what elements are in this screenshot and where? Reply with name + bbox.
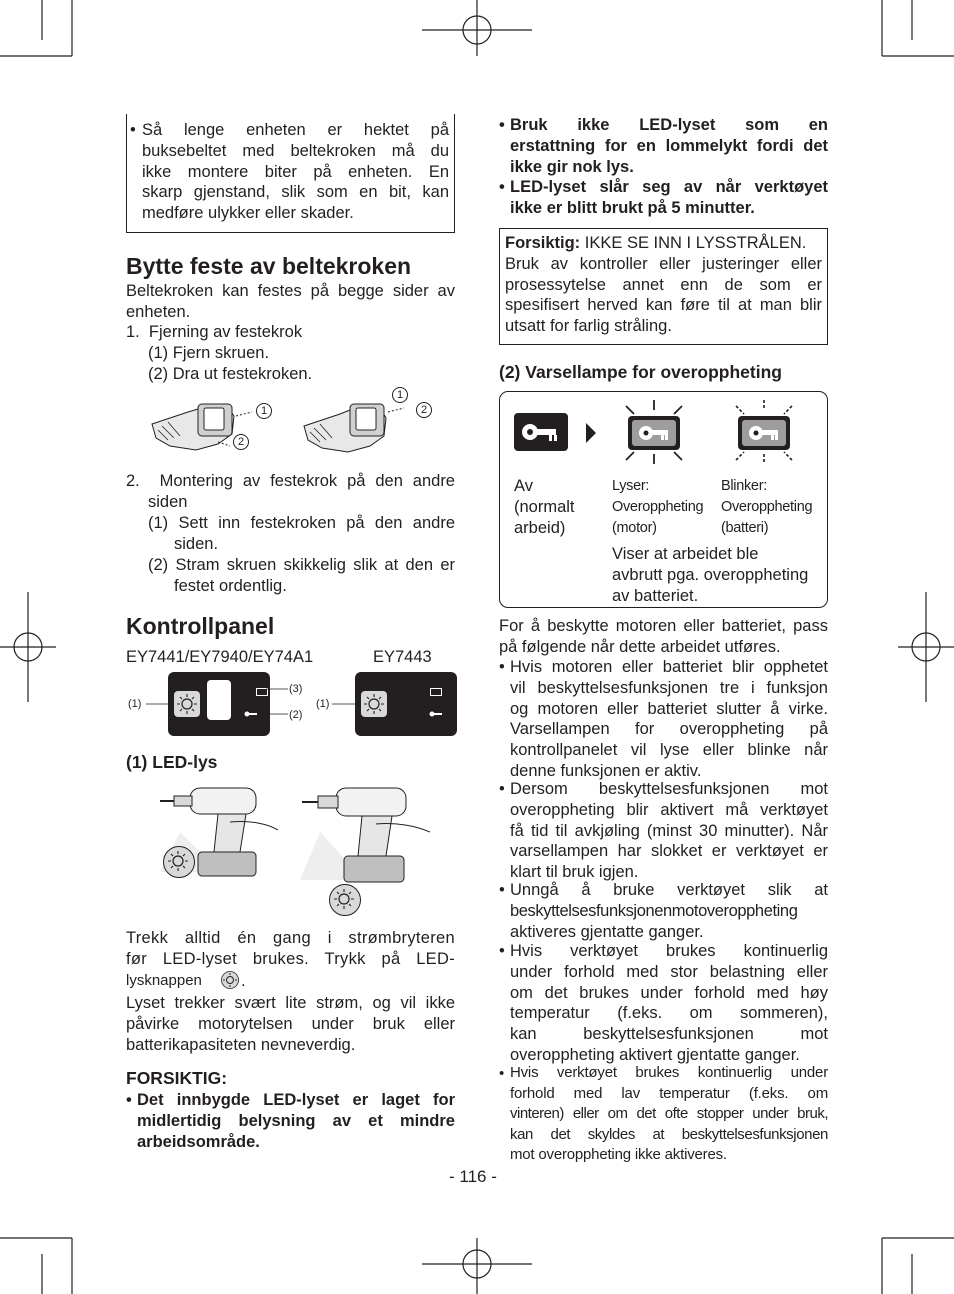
text-line: overoppheting aktivert gjentatte ganger.	[510, 1045, 800, 1064]
text-line: om det brukes under forhold med høy	[510, 983, 828, 1002]
led-bullet-1	[510, 115, 828, 177]
state-lit-label	[612, 476, 703, 539]
text-line: skarp gjenstand, slik som en bit, kan	[142, 183, 449, 202]
callout-2: (2)	[289, 709, 303, 721]
light-bulb-icon	[363, 693, 385, 715]
overheat-lamp-lit-icon	[616, 398, 692, 468]
text-line: varsellampen har slokket er verktøyet er	[510, 842, 828, 861]
page-number: - 116 -	[449, 1167, 497, 1186]
text-line: lysknappen	[126, 972, 202, 989]
text-line: medføre ulykker eller skader.	[142, 204, 354, 223]
led-paragraph-2	[126, 993, 455, 1055]
text-line: festet ordentlig.	[174, 576, 287, 595]
overheat-subtitle: (2) Varsellampe for overoppheting	[499, 362, 782, 382]
text-line: ikke er blitt brukt på 5 minutter.	[510, 198, 755, 217]
text-line: under forhold med stor belastning eller	[510, 962, 828, 981]
text-line: buksebeltet med beltekroken må du	[142, 141, 449, 160]
light-bulb-icon	[176, 693, 198, 715]
text-line: klart til bruk igjen.	[510, 863, 639, 882]
step-marker-1: 1	[256, 403, 272, 419]
text-line: prosessytelse annet enn de som er	[505, 275, 822, 294]
text-line: Viser at arbeidet ble	[612, 545, 759, 563]
model-label-a: EY7441/EY7940/EY74A1	[126, 648, 314, 666]
text-line: Beltekroken kan festes på begge sider av	[126, 282, 455, 300]
protect-bullet-2	[510, 779, 828, 883]
protect-bullet-5	[510, 1063, 828, 1166]
led-paragraph-1	[126, 928, 455, 970]
callout-3: (3)	[289, 683, 303, 695]
callout-lines-a	[146, 686, 176, 726]
step-1b: (2) Dra ut festekroken.	[148, 365, 313, 383]
section-title-panel: Kontrollpanel	[126, 613, 275, 639]
drill-led-figure-2	[300, 782, 430, 892]
text-line: Overoppheting	[721, 499, 813, 515]
battery-icon	[430, 688, 442, 696]
state-note	[612, 544, 808, 606]
protect-bullet-4	[510, 941, 828, 1066]
bullet: •	[499, 881, 505, 899]
arrow-right-icon	[584, 421, 598, 445]
text-line: IKKE SE INN I LYSSTRÅLEN.	[580, 234, 807, 252]
callout-line-b	[332, 686, 362, 726]
text-line: få tid til avkjøling (minst 30 minutter). Når	[510, 821, 828, 840]
step-marker-1: 1	[392, 387, 408, 403]
step-1a: (1) Fjern skruen.	[148, 344, 270, 362]
bullet: •	[499, 1065, 505, 1082]
text-line: mot overoppheting ikke aktiveres.	[510, 1146, 727, 1163]
text-line: (normalt	[514, 497, 575, 516]
text-line: beskyttelsesfunksjonenmotoveroppheting	[510, 901, 798, 920]
text-line: Unngå å bruke verktøyet slik at	[510, 881, 828, 899]
text-line: Varsellampen for overoppheting på	[510, 720, 828, 739]
text-line: temperatur (f.eks. om sommeren),	[510, 1004, 828, 1023]
caution-title: FORSIKTIG:	[126, 1068, 228, 1088]
text-line: arbeid)	[514, 518, 566, 537]
state-blink-label	[721, 476, 812, 539]
text-line: enheten.	[126, 302, 191, 321]
text-line: Hvis verktøyet brukes kontinuerlig under	[510, 1064, 828, 1081]
text-line: Lyset trekker svært lite strøm, og vil ikke	[126, 994, 455, 1012]
protect-intro	[499, 616, 828, 658]
bullet: •	[499, 658, 505, 676]
bullet: •	[499, 780, 505, 798]
text-line: overoppheting blir aktivert må verktøyet	[510, 800, 828, 819]
text-line: midlertidig belysning av et mindre	[137, 1111, 455, 1130]
caution-box-text	[505, 233, 822, 337]
text-line: (motor)	[612, 520, 657, 536]
overheat-icon	[244, 711, 258, 719]
state-off-label	[514, 476, 575, 538]
step-2a	[148, 513, 455, 555]
text-line: (batteri)	[721, 520, 769, 536]
text-line: Hvis verktøyet brukes kontinuerlig	[510, 942, 828, 960]
section-title-belt: Bytte feste av beltekroken	[126, 253, 412, 279]
text-line: ikke gir nok lys.	[510, 157, 634, 176]
protect-bullet-1	[510, 657, 828, 782]
belt-hook-mount-figure	[300, 392, 420, 468]
step-marker-2: 2	[416, 402, 432, 418]
text-line: på følgende når dette arbeidet utføres.	[499, 637, 781, 656]
step-2b	[148, 555, 455, 597]
text-line: og motoren eller batteriet slutter å virke.	[510, 699, 828, 718]
text-line: For å beskytte motoren eller batteriet, pass	[499, 617, 828, 635]
text-line: aktiveres gjentatte ganger.	[510, 922, 704, 941]
belt-intro	[126, 281, 455, 323]
model-label-b: EY7443	[373, 648, 432, 666]
text-line: arbeidsområde.	[137, 1132, 260, 1151]
step-1: 1. Fjerning av festekrok	[126, 323, 303, 341]
period: .	[241, 972, 246, 990]
text-line: (2) Stram skruen skikkelig slik at den er	[148, 556, 455, 574]
text-line: Bruk ikke LED-lyset som en	[510, 116, 828, 134]
caution-bullet	[137, 1090, 455, 1152]
warning-text	[142, 120, 449, 224]
text-line: siden	[148, 492, 188, 511]
text-line: kan det skyldes at beskyttelsesfunksjonen	[510, 1125, 828, 1143]
switch-window	[207, 680, 231, 720]
text-line: påvirke motorytelsen under bruk eller	[126, 1014, 455, 1033]
text-line: Blinker:	[721, 478, 767, 494]
text-line: Dersom beskyttelsesfunksjonen mot	[510, 780, 828, 798]
caution-label: Forsiktig:	[505, 234, 581, 252]
text-line: avbrutt pga. overoppheting	[612, 565, 809, 584]
text-line: Bruk av kontroller eller justeringer eller	[505, 254, 822, 273]
text-line: kan beskyttelsesfunksjonen mot	[510, 1025, 828, 1044]
step-2	[126, 471, 455, 513]
step-marker-2: 2	[233, 434, 249, 450]
text-line: Trekk alltid én gang i strømbryteren	[126, 929, 455, 947]
bullet: •	[126, 1091, 132, 1109]
light-bulb-icon	[220, 970, 240, 990]
text-line: forhold med lav temperatur (f.eks. om	[510, 1084, 828, 1102]
text-line: av batteriet.	[612, 586, 699, 605]
text-line: vil beskyttelsesfunksjonen tre i funksjon	[510, 678, 828, 697]
light-bulb-icon	[333, 888, 355, 910]
text-line: denne funksjonen er aktiv.	[510, 761, 702, 780]
callout-1: (1)	[316, 698, 330, 710]
text-line: vinteren) eller om det ofte stopper under bruk,	[510, 1105, 828, 1122]
bullet: •	[130, 121, 136, 139]
text-line: Lyser:	[612, 478, 650, 494]
text-line: Hvis motoren eller batteriet blir opphetet	[510, 658, 828, 676]
text-line: kontrollpanelet vil lyse eller blinke når	[510, 741, 828, 760]
text-line: batterikapasiteten nevneverdig.	[126, 1035, 356, 1054]
text-line: (1) Sett inn festekroken på den andre	[148, 514, 455, 532]
overheat-lamp-blink-icon	[726, 398, 802, 468]
text-line: før LED-lyset brukes. Trykk på LED-	[126, 949, 455, 968]
text-line: Så lenge enheten er hektet på	[142, 121, 449, 139]
text-line: LED-lyset slår seg av når verktøyet	[510, 178, 828, 196]
text-line: utsatt for farlig stråling.	[505, 317, 672, 336]
bullet: •	[499, 116, 505, 134]
text-line: 2. Montering av festekrok på den andre	[126, 472, 455, 490]
overheat-icon	[429, 711, 443, 719]
led-bullet-2	[510, 177, 828, 219]
text-line: ikke montere biter på enheten. En	[142, 162, 449, 181]
text-line: erstattning for en lommelykt fordi det	[510, 136, 828, 155]
led-paragraph-1-last	[126, 971, 202, 992]
overheat-lamp-off-icon	[512, 411, 572, 455]
text-line: spesifisert herved kan føre til at man blir	[505, 296, 822, 315]
text-line: Det innbygde LED-lyset er laget for	[137, 1091, 455, 1109]
text-line: Overoppheting	[612, 499, 704, 515]
bullet: •	[499, 178, 505, 196]
light-bulb-icon	[167, 850, 189, 872]
callout-lines-a2	[266, 684, 288, 724]
text-line: siden.	[174, 534, 219, 553]
text-line: Av	[514, 477, 533, 495]
callout-1: (1)	[128, 698, 142, 710]
led-subtitle: (1) LED-lys	[126, 752, 218, 772]
bullet: •	[499, 942, 505, 960]
protect-bullet-3	[510, 880, 828, 942]
